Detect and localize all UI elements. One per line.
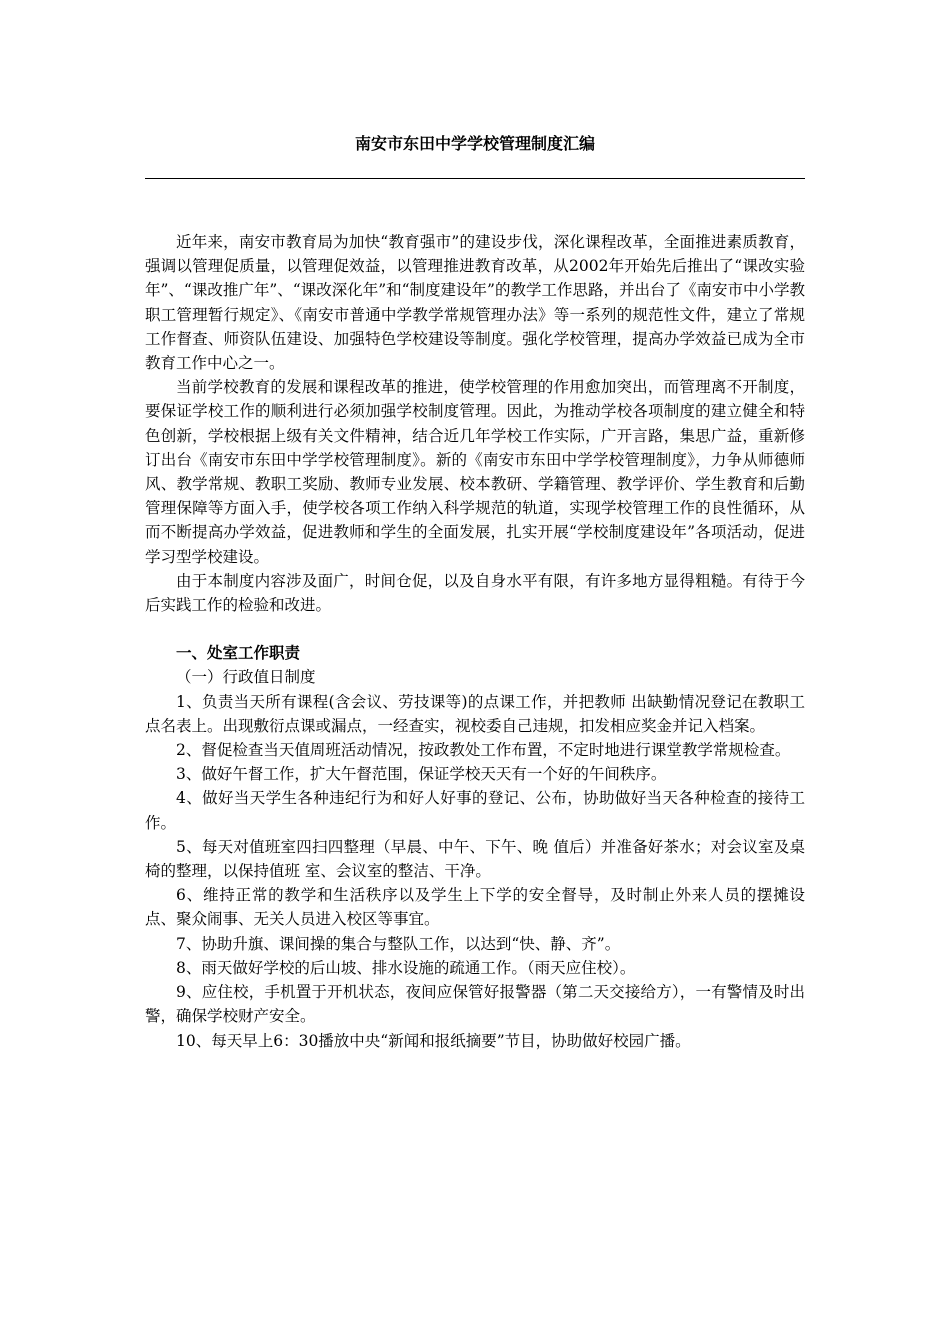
rule-item-6: 6、维持正常的教学和生活秩序以及学生上下学的安全督导，及时制止外来人员的摆摊设点、聚众闹事、无关人员进入校区等事宜。 [145, 886, 805, 929]
rule-item-4: 4、做好当天学生各种违纪行为和好人好事的登记、公布，协助做好当天各种检查的接待工作。 [145, 789, 805, 832]
subsection-heading: （一）行政值日制度 [176, 668, 316, 687]
intro-paragraph-2: 当前学校教育的发展和课程改革的推进，使学校管理的作用愈加突出，而管理离不开制度，要保证学校工作的顺利进行必须加强学校制度管理。因此，为推动学校各项制度的建立健全和特色创新，学校根据上级有关文件精神，结合近几年学校工作实际，广开言路，集思广益，重新修订出台《南安市东田中学学校管理制度》。新的《南安市东田中学学校管理制度》，力争从师德师风、教学常规、教职工奖励、教师专业发展、校本教研、学籍管理、教学评价、学生教育和后勤管理保障等方面入手，使学校各项工作纳入科学规范的轨道，实现学校管理工作的良性循环，从而不断提高办学效益，促进教师和学生的全面发展，扎实开展“学校制度建设年”各项活动，促进学习型学校建设。 [145, 378, 805, 566]
rule-item-2: 2、督促检查当天值周班活动情况，按政教处工作布置，不定时地进行课堂教学常规检查。 [176, 741, 791, 760]
title-divider [145, 178, 805, 179]
document-title: 南安市东田中学学校管理制度汇编 [354, 134, 595, 153]
rule-item-9: 9、应住校，手机置于开机状态，夜间应保管好报警器（第二天交接给方），一有警情及时出警，确保学校财产安全。 [145, 983, 805, 1026]
rule-item-7: 7、协助升旗、课间操的集合与整队工作，以达到“快、静、齐”。 [176, 934, 621, 953]
rule-item-8: 8、雨天做好学校的后山坡、排水设施的疏通工作。（雨天应住校）。 [176, 958, 636, 977]
intro-paragraph-1: 近年来，南安市教育局为加快“教育强市”的建设步伐，深化课程改革，全面推进素质教育，强调以管理促质量，以管理促效益，以管理推进教育改革，从2002年开始先后推出了“课改实验年”、“课改推广年”、“课改深化年”和“制度建设年”的教学工作思路，并出台了《南安市中小学教职工管理暂行规定》、《南安市普通中学教学常规管理办法》等一系列的规范性文件，建立了常规工作督查、师资队伍建设、加强特色学校建设等制度。强化学校管理，提高办学效益已成为全市教育工作中心之一。 [145, 233, 805, 373]
document-body [145, 230, 805, 1053]
rule-item-5: 5、每天对值班室四扫四整理（早晨、中午、下午、晚 值后）并准备好茶水；对会议室及桌椅的整理，以保持值班 室、会议室的整洁、干净。 [145, 837, 805, 881]
section-heading: 一、处室工作职责 [176, 644, 301, 663]
intro-paragraph-3: 由于本制度内容涉及面广，时间仓促，以及自身水平有限，有许多地方显得粗糙。有待于今后实践工作的检验和改进。 [145, 571, 805, 615]
rule-item-10: 10、每天早上6：30播放中央“新闻和报纸摘要”节目，协助做好校园广播。 [176, 1031, 691, 1050]
rule-item-3: 3、做好午督工作，扩大午督范围，保证学校天天有一个好的午间秩序。 [176, 765, 667, 784]
section-spacer [145, 617, 805, 641]
rule-item-1: 1、负责当天所有课程(含会议、劳技课等)的点课工作，并把教师 出缺勤情况登记在教职工点名表上。出现敷衍点课或漏点，一经查实，视校委自己违规，扣发相应奖金并记入档案。 [145, 692, 805, 735]
